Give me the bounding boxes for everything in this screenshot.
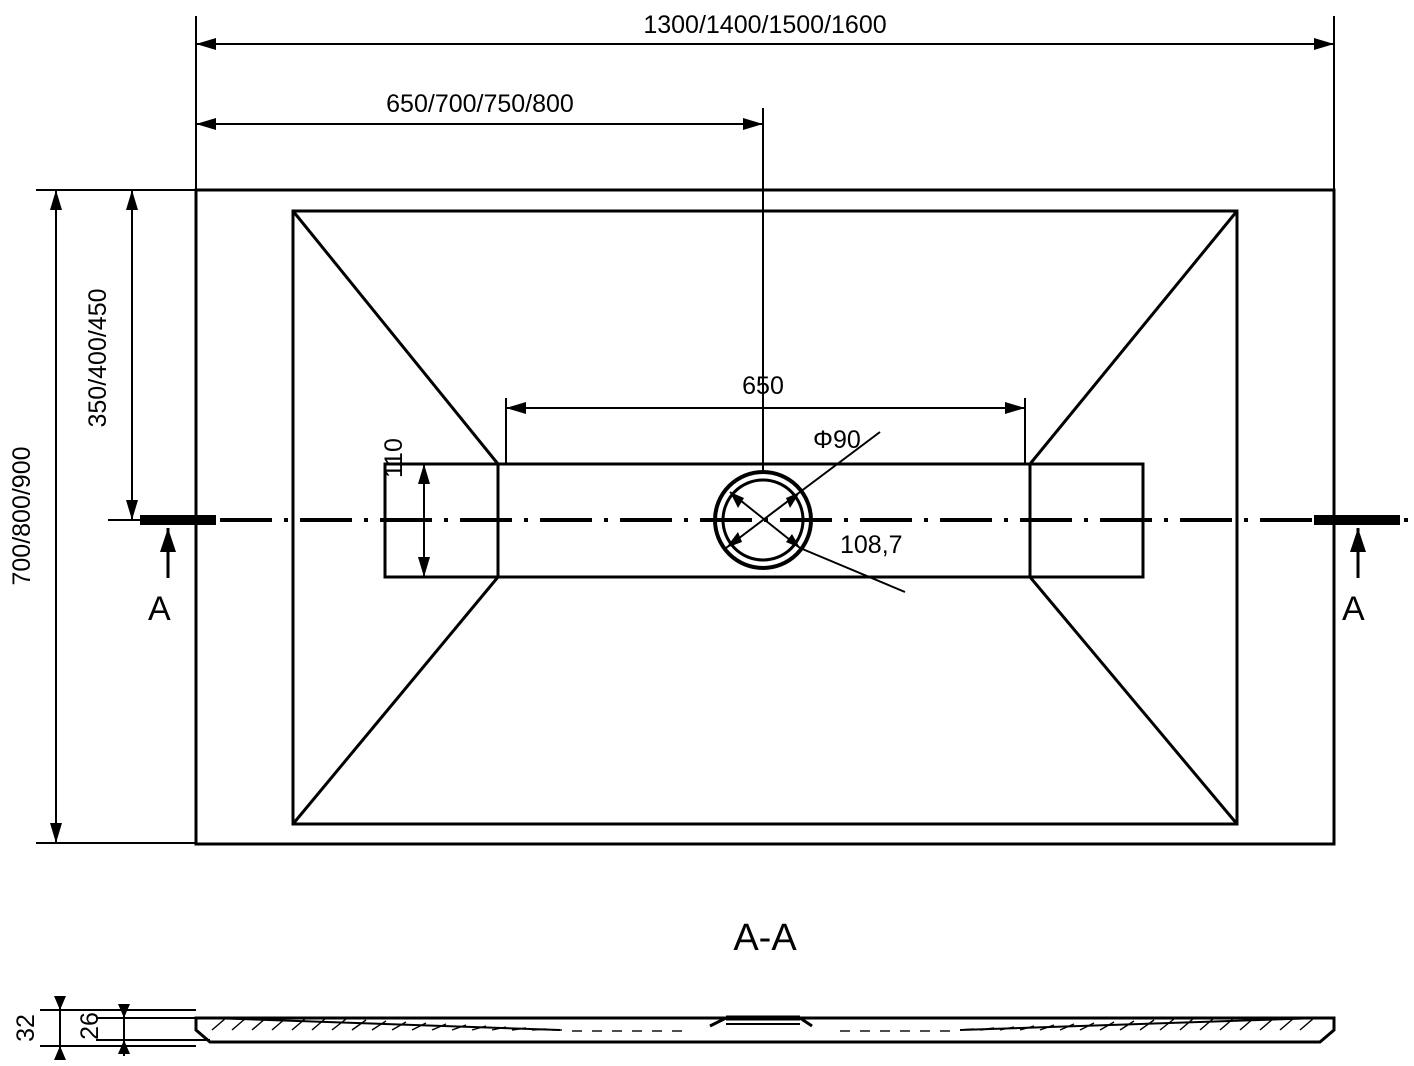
section-mark-right-label: A bbox=[1342, 590, 1365, 628]
slope-fold-bottom-right bbox=[1030, 577, 1237, 824]
section-mark-right bbox=[1314, 520, 1400, 578]
section-slope-left bbox=[210, 1018, 560, 1030]
overall-width-label: 700/800/900 bbox=[8, 446, 36, 586]
overall-length-label: 1300/1400/1500/1600 bbox=[643, 11, 887, 39]
section-view-title: A-A bbox=[733, 917, 797, 959]
plan-view bbox=[8, 11, 1414, 844]
dimension-overall-length bbox=[196, 16, 1334, 190]
half-length-label: 650/700/750/800 bbox=[386, 90, 574, 118]
slope-fold-top-left bbox=[293, 211, 498, 464]
dimension-channel-length bbox=[506, 398, 1025, 464]
slope-fold-top-right bbox=[1030, 211, 1237, 464]
inner-height-label: 26 bbox=[76, 1012, 104, 1040]
section-view-a-a bbox=[12, 917, 1334, 1060]
slope-fold-bottom-left bbox=[293, 577, 498, 824]
drain-diameter-label: Φ90 bbox=[813, 426, 861, 454]
dimension-total-height bbox=[40, 996, 196, 1060]
section-profile-outline bbox=[196, 1018, 1334, 1042]
half-width-label: 350/400/450 bbox=[84, 288, 112, 428]
dimension-half-width bbox=[108, 190, 196, 520]
section-mark-left-label: A bbox=[148, 590, 171, 628]
channel-width-label: 110 bbox=[380, 438, 408, 478]
channel-length-label: 650 bbox=[742, 372, 784, 400]
total-height-label: 32 bbox=[12, 1014, 40, 1042]
section-drain-channel bbox=[710, 1018, 812, 1026]
section-mark-left bbox=[140, 520, 216, 578]
dimension-inner-height bbox=[96, 1004, 210, 1056]
tray-outer-outline bbox=[196, 190, 1334, 844]
drain-angled-dimension-label: 108,7 bbox=[840, 531, 903, 559]
